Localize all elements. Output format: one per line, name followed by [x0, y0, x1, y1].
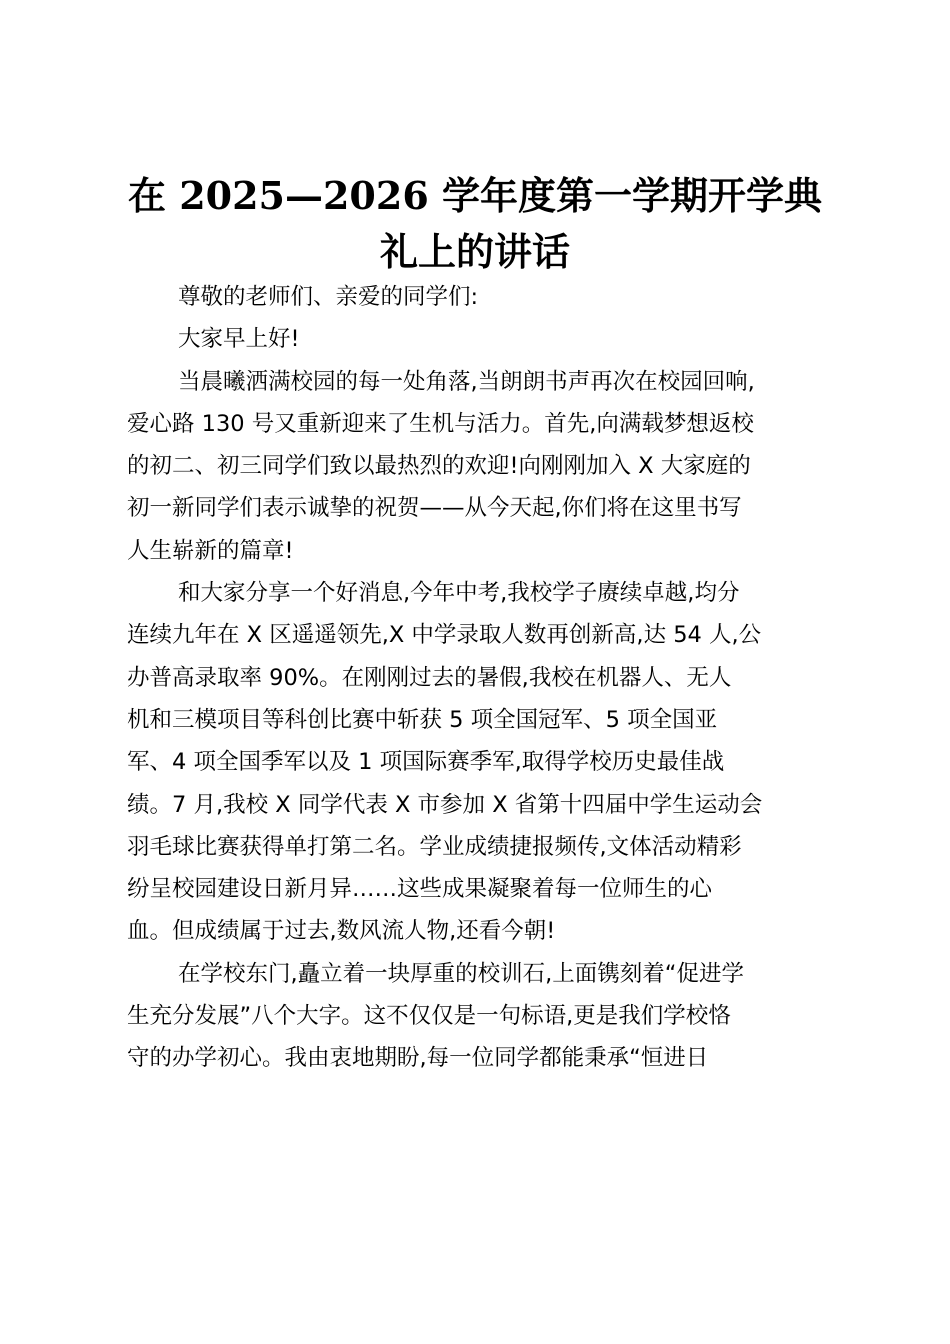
text-line: 办普高录取率 90%。在刚刚过去的暑假,我校在机器人、无人 — [127, 664, 732, 691]
text-line: 初一新同学们表示诚挚的祝贺——从今天起,你们将在这里书写 — [127, 495, 742, 522]
text-line: 绩。7 月,我校 X 同学代表 X 市参加 X 省第十四届中学生运动会 — [127, 791, 763, 818]
text-line: 军、4 项全国季军以及 1 项国际赛季军,取得学校历史最佳战 — [127, 749, 725, 776]
title-line: 在 2025—2026 学年度第一学期开学典 — [128, 173, 822, 218]
text-line: 守的办学初心。我由衷地期盼,每一位同学都能秉承“恒进日 — [127, 1045, 709, 1072]
text-line: 当晨曦洒满校园的每一处角落,当朗朗书声再次在校园回响, — [178, 368, 755, 395]
title-line: 礼上的讲话 — [379, 229, 570, 274]
text-line: 羽毛球比赛获得单打第二名。学业成绩捷报频传,文体活动精彩 — [127, 833, 742, 860]
text-line: 大家早上好! — [178, 326, 300, 353]
text-line: 和大家分享一个好消息,今年中考,我校学子赓续卓越,均分 — [178, 580, 740, 607]
text-line: 尊敬的老师们、亲爱的同学们: — [178, 284, 479, 310]
motto-paragraph — [127, 953, 832, 1080]
text-line: 生充分发展”八个大字。这不仅仅是一句标语,更是我们学校恪 — [127, 1003, 731, 1030]
welcome-paragraph — [127, 361, 832, 572]
text-line: 机和三模项目等科创比赛中斩获 5 项全国冠军、5 项全国亚 — [127, 706, 718, 733]
text-line: 的初二、初三同学们致以最热烈的欢迎!向刚刚加入 X 大家庭的 — [127, 453, 751, 480]
salutation-paragraph — [127, 276, 832, 318]
greeting-paragraph — [127, 318, 832, 360]
text-line: 连续九年在 X 区遥遥领先,X 中学录取人数再创新高,达 54 人,公 — [127, 622, 762, 649]
text-line: 血。但成绩属于过去,数风流人物,还看今朝! — [127, 918, 556, 945]
text-line: 纷呈校园建设日新月异……这些成果凝聚着每一位师生的心 — [127, 876, 713, 903]
document-body — [127, 276, 832, 1080]
text-line: 在学校东门,矗立着一块厚重的校训石,上面镌刻着“促进学 — [178, 960, 744, 987]
achievements-paragraph — [127, 572, 832, 953]
text-line: 爱心路 130 号又重新迎来了生机与活力。首先,向满载梦想返校 — [127, 410, 754, 437]
text-line: 人生崭新的篇章! — [127, 537, 294, 564]
document-title — [0, 168, 950, 280]
